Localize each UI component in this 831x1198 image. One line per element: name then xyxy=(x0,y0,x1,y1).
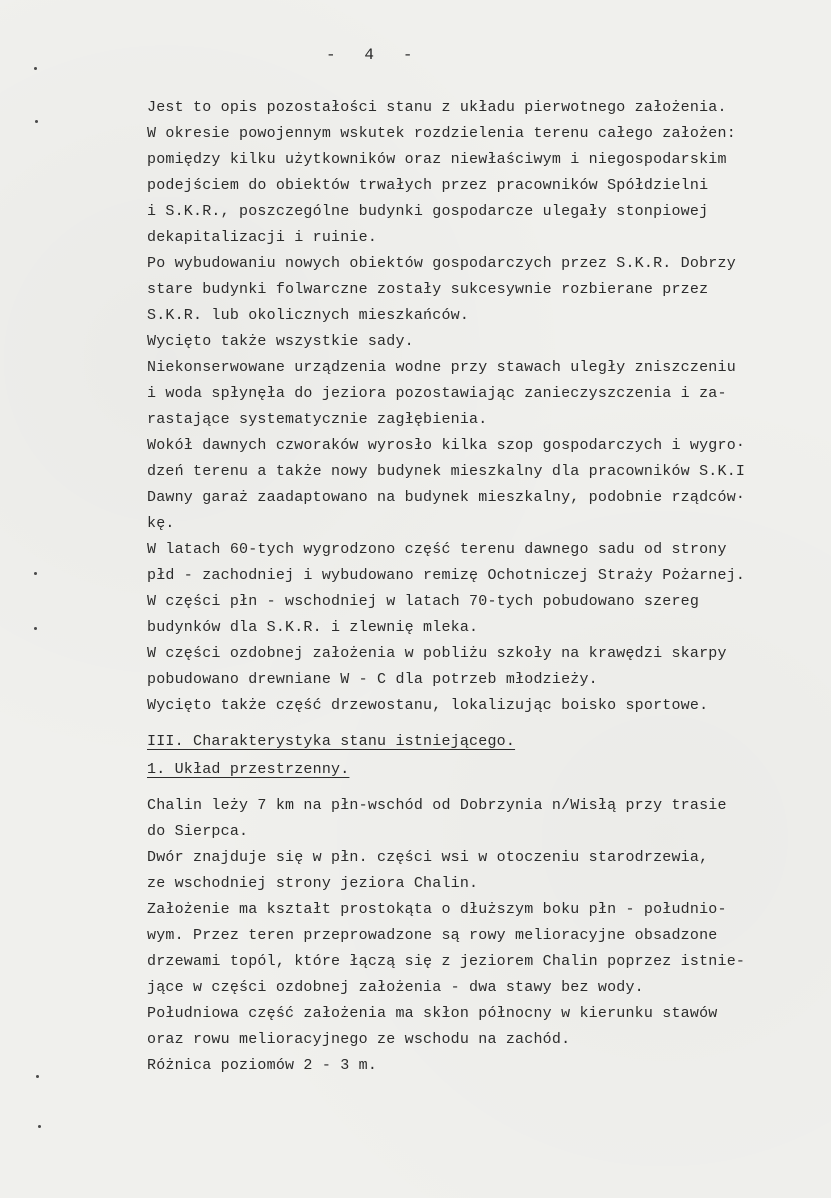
document-body xyxy=(147,95,831,1079)
text-line: budynków dla S.K.R. i zlewnię mleka. xyxy=(147,619,479,636)
text-line: Wycięto także wszystkie sady. xyxy=(147,333,414,350)
text-line: Różnica poziomów 2 - 3 m. xyxy=(147,1057,378,1074)
text-line: Wokół dawnych czworaków wyrosło kilka szop gospodarczych i wygro· xyxy=(147,437,746,454)
text-line: Założenie ma kształt prostokąta o dłuższym boku płn - południo- xyxy=(147,901,727,918)
text-line: Jest to opis pozostałości stanu z układu pierwotnego założenia. xyxy=(147,99,727,116)
text-line: pomiędzy kilku użytkowników oraz niewłaściwym i niegospodarskim xyxy=(147,151,727,168)
text-line: Wycięto także część drzewostanu, lokalizując boisko sportowe. xyxy=(147,697,709,714)
text-line: Dawny garaż zaadaptowano na budynek mieszkalny, podobnie rządców· xyxy=(147,489,746,506)
text-line: podejściem do obiektów trwałych przez pracowników Spółdzielni xyxy=(147,177,709,194)
text-line: Południowa część założenia ma skłon północny w kierunku stawów xyxy=(147,1005,718,1022)
text-line: Niekonserwowane urządzenia wodne przy stawach uległy zniszczeniu xyxy=(147,359,736,376)
text-line: dekapitalizacji i ruinie. xyxy=(147,229,378,246)
text-line: Dwór znajduje się w płn. części wsi w otoczeniu starodrzewia, xyxy=(147,849,709,866)
margin-speck xyxy=(35,120,38,123)
text-line: W części ozdobnej założenia w pobliżu szkoły na krawędzi skarpy xyxy=(147,645,727,662)
text-line: Chalin leży 7 km na płn-wschód od Dobrzynia n/Wisłą przy trasie xyxy=(147,797,727,814)
margin-speck xyxy=(34,572,37,575)
text-line: wym. Przez teren przeprowadzone są rowy melioracyjne obsadzone xyxy=(147,927,718,944)
margin-speck xyxy=(34,627,37,630)
text-line: S.K.R. lub okolicznych mieszkańców. xyxy=(147,307,470,324)
text-line: oraz rowu melioracyjnego ze wschodu na zachód. xyxy=(147,1031,571,1048)
text-line: W latach 60-tych wygrodzono część terenu dawnego sadu od strony xyxy=(147,541,727,558)
text-line: pobudowano drewniane W - C dla potrzeb młodzieży. xyxy=(147,671,598,688)
margin-speck xyxy=(34,67,37,70)
text-line: i S.K.R., poszczególne budynki gospodarcze ulegały stonpiowej xyxy=(147,203,709,220)
page-number: - 4 - xyxy=(326,46,413,64)
text-line: W części płn - wschodniej w latach 70-tych pobudowano szereg xyxy=(147,593,700,610)
section-heading: III. Charakterystyka stanu istniejącego. xyxy=(147,733,516,750)
margin-speck xyxy=(38,1125,41,1128)
text-line: dzeń terenu a także nowy budynek mieszkalny dla pracowników S.K.I xyxy=(147,463,746,480)
subsection-heading: 1. Układ przestrzenny. xyxy=(147,761,350,778)
text-line: ze wschodniej strony jeziora Chalin. xyxy=(147,875,479,892)
text-line: Po wybudowaniu nowych obiektów gospodarczych przez S.K.R. Dobrzy xyxy=(147,255,736,272)
text-line: i woda spłynęła do jeziora pozostawiając zanieczyszczenia i za- xyxy=(147,385,727,402)
text-line: płd - zachodniej i wybudowano remizę Ochotniczej Straży Pożarnej. xyxy=(147,567,746,584)
text-line: stare budynki folwarczne zostały sukcesywnie rozbierane przez xyxy=(147,281,709,298)
text-line: W okresie powojennym wskutek rozdzielenia terenu całego założen: xyxy=(147,125,736,142)
margin-speck xyxy=(36,1075,39,1078)
text-line: do Sierpca. xyxy=(147,823,249,840)
text-line: kę. xyxy=(147,515,175,532)
text-line: rastające systematycznie zagłębienia. xyxy=(147,411,488,428)
text-line: drzewami topól, które łączą się z jeziorem Chalin poprzez istnie- xyxy=(147,953,746,970)
text-line: jące w części ozdobnej założenia - dwa stawy bez wody. xyxy=(147,979,644,996)
